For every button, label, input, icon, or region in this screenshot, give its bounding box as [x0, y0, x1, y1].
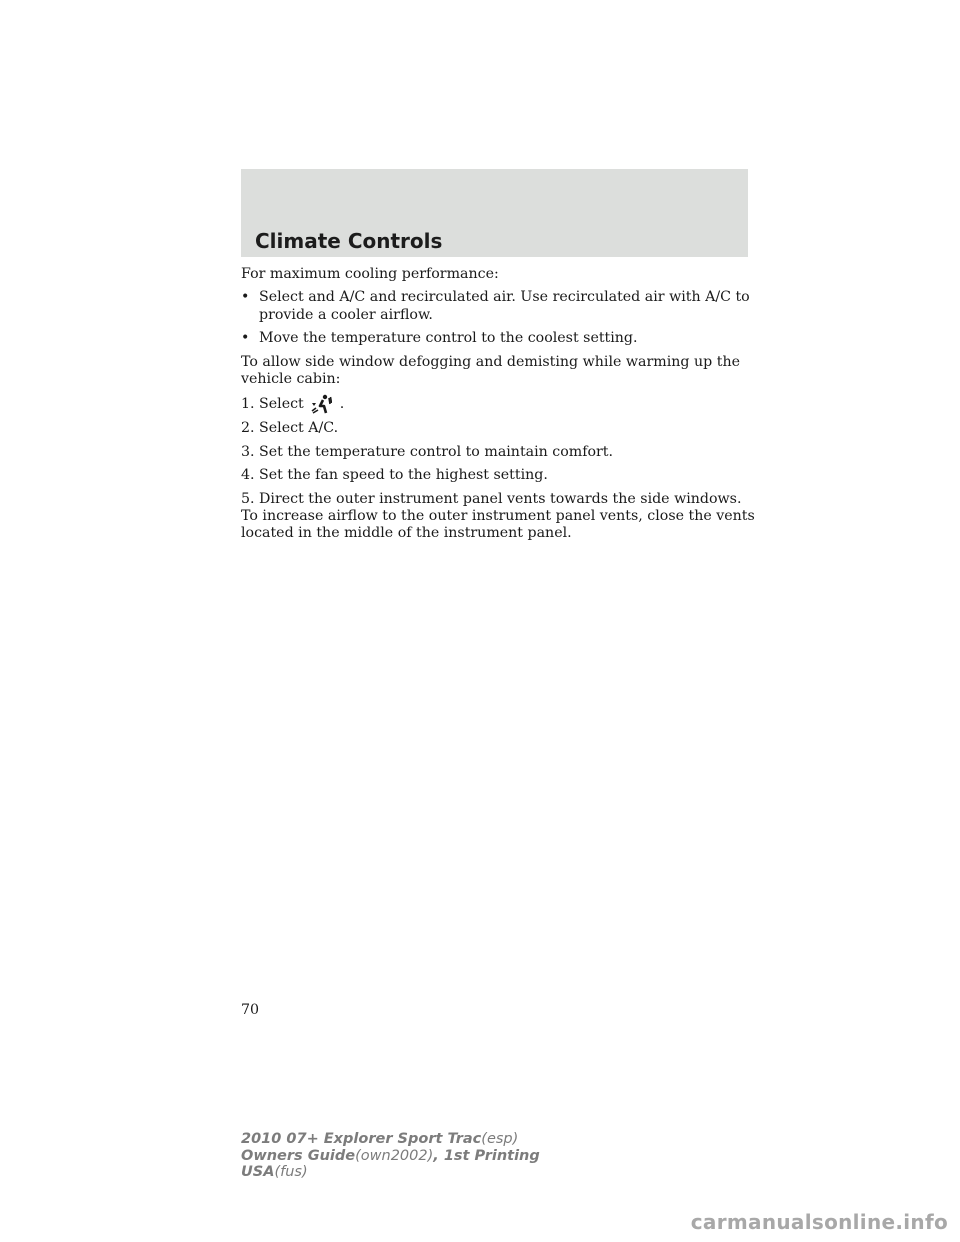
bullet-text: Select and A/C and recirculated air. Use recirculated air with A/C to provide a cooler airflow.: [259, 289, 750, 323]
floor-defrost-icon: [310, 394, 332, 414]
bullet-item: [241, 330, 756, 347]
page-number: 70: [241, 1002, 260, 1018]
footer-model: 2010 07+ Explorer Sport Trac: [241, 1131, 482, 1147]
footer-guide-code: (own2002): [355, 1147, 434, 1164]
footer-market-code: (fus): [274, 1164, 308, 1180]
footer-guide: Owners Guide: [241, 1147, 356, 1164]
section-title: Climate Controls: [255, 229, 443, 253]
step-4: 4. Set the fan speed to the highest setting.: [241, 467, 548, 484]
bullet-icon: •: [241, 289, 250, 306]
step-1: [241, 394, 756, 414]
defog-intro: To allow side window defogging and demisting while warming up the vehicle cabin:: [241, 353, 740, 388]
step-1-suffix: .: [339, 395, 345, 412]
footer-market: USA: [241, 1164, 275, 1180]
bullet-text: Move the temperature control to the coolest setting.: [259, 330, 638, 347]
footer-line-1: [241, 1131, 540, 1148]
watermark: carmanualsonline.info: [690, 1210, 948, 1234]
cooling-intro: For maximum cooling performance:: [241, 266, 499, 282]
footer-line-3: [241, 1164, 540, 1181]
bullet-icon: •: [241, 330, 250, 347]
step-3: 3. Set the temperature control to maintain comfort.: [241, 443, 614, 460]
step-1-prefix: 1. Select: [241, 395, 304, 412]
footer-printing: , 1st Printing: [433, 1147, 540, 1164]
footer-line-2: [241, 1148, 540, 1165]
page-body: [241, 266, 756, 549]
footer-model-code: (esp): [481, 1131, 519, 1147]
step-2: 2. Select A/C.: [241, 420, 339, 437]
footer-imprint: [241, 1131, 540, 1181]
step-5: 5. Direct the outer instrument panel vents towards the side windows. To increase airflow to the outer instrument panel vents, close the vents located in the middle of the instrument panel.: [241, 490, 755, 542]
bullet-item: [241, 289, 756, 324]
